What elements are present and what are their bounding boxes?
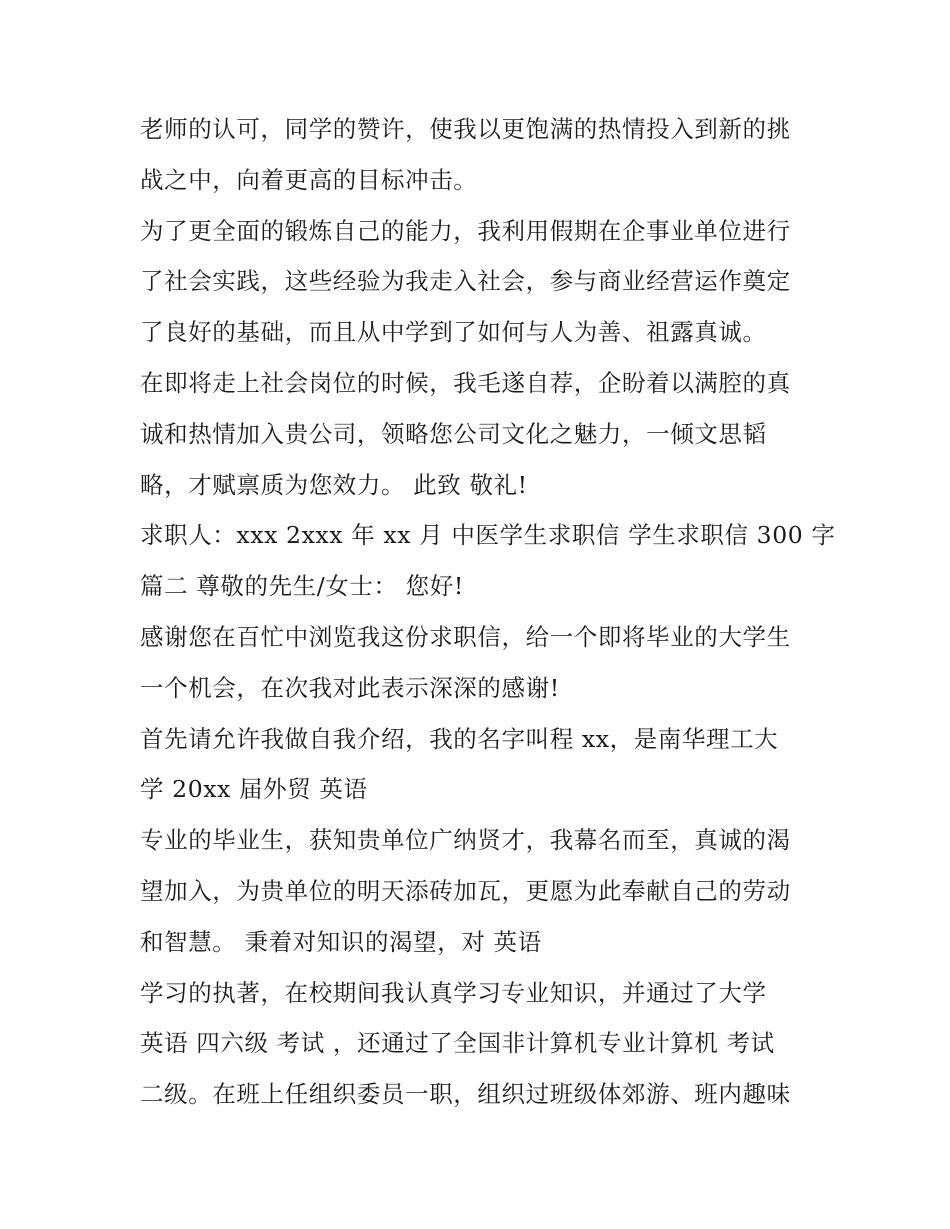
text-line: 学习的执著，在校期间我认真学习专业知识，并通过了大学 — [140, 978, 767, 1007]
text-line: 略，才赋禀质为您效力。 此致 敬礼! — [140, 470, 528, 499]
text-line: 篇二 尊敬的先生/女士： 您好! — [140, 572, 464, 601]
text-line: 和智慧。 秉着对知识的渴望，对 英语 — [140, 927, 542, 956]
text-line: 二级。在班上任组织委员一职，组织过班级体郊游、班内趣味 — [140, 1080, 791, 1109]
text-line: 一个机会，在次我对此表示深深的感谢! — [140, 673, 560, 702]
text-line: 诚和热情加入贵公司，领略您公司文化之魅力，一倾文思韬 — [140, 419, 767, 448]
text-line: 专业的毕业生，获知贵单位广纳贤才，我幕名而至，真诚的渴 — [140, 826, 791, 855]
text-line: 英语 四六级 考试 ，还通过了全国非计算机专业计算机 考试 — [140, 1029, 775, 1058]
text-line: 首先请允许我做自我介绍，我的名字叫程 xx，是南华理工大 — [140, 724, 779, 753]
text-line: 望加入，为贵单位的明天添砖加瓦，更愿为此奉献自己的劳动 — [140, 876, 791, 905]
text-line: 在即将走上社会岗位的时候，我毛遂自荐，企盼着以满腔的真 — [140, 368, 791, 397]
text-line: 感谢您在百忙中浏览我这份求职信，给一个即将毕业的大学生 — [140, 622, 791, 651]
text-line: 战之中，向着更高的目标冲击。 — [140, 165, 478, 194]
text-line: 了社会实践，这些经验为我走入社会，参与商业经营运作奠定 — [140, 267, 791, 296]
document-body — [140, 104, 836, 1120]
text-line: 学 20xx 届外贸 英语 — [140, 775, 368, 804]
text-line: 求职人：xxx 2xxx 年 xx 月 中医学生求职信 学生求职信 300 字 — [140, 521, 836, 550]
text-line: 老师的认可，同学的赞许，使我以更饱满的热情投入到新的挑 — [140, 115, 791, 143]
text-line: 为了更全面的锻炼自己的能力，我利用假期在企事业单位进行 — [140, 216, 791, 245]
text-line: 了良好的基础，而且从中学到了如何与人为善、祖露真诚。 — [140, 318, 767, 347]
